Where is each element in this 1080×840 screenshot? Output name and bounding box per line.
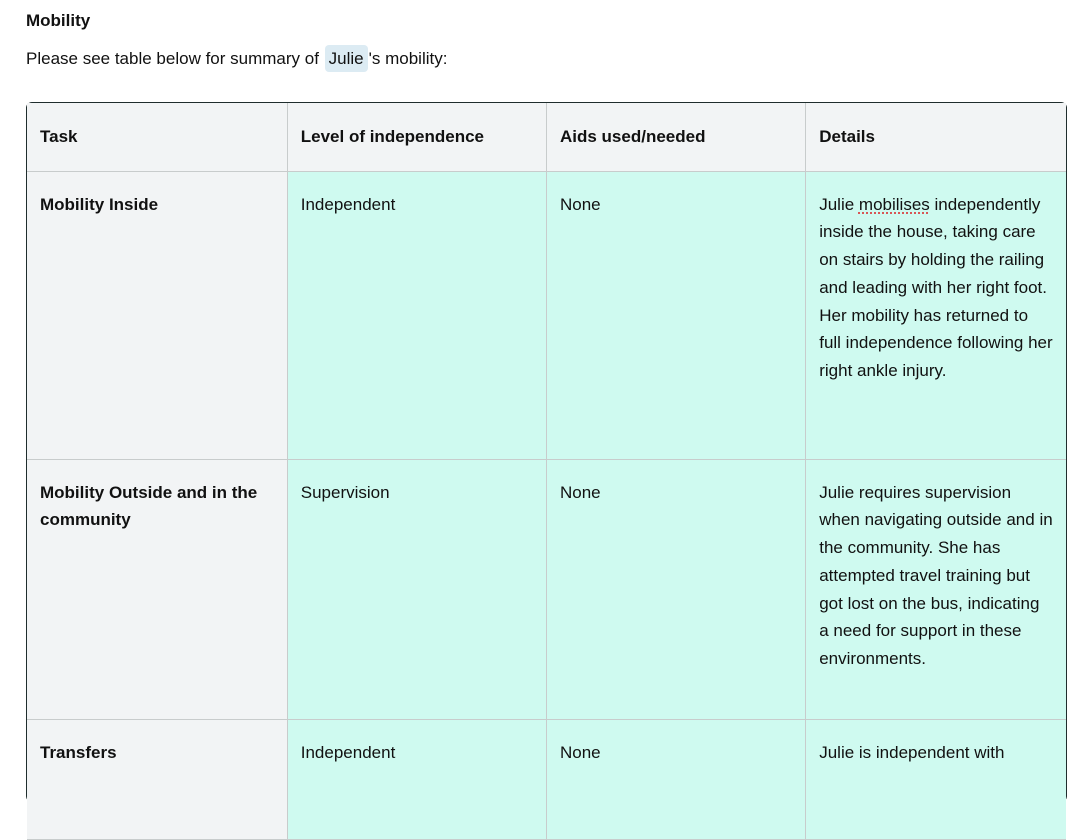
mobility-table	[27, 103, 1066, 840]
cell-level[interactable]: Supervision	[287, 459, 546, 719]
spellcheck-flagged-word[interactable]: mobilises	[858, 194, 930, 214]
cell-aids[interactable]: None	[546, 719, 805, 839]
table-row	[27, 171, 1066, 459]
header-aids-used: Aids used/needed	[546, 103, 805, 171]
intro-paragraph	[26, 45, 447, 72]
details-text-rest: independently inside the house, taking care on stairs by holding the railing and leading with her right foot. Her mobility has returned to full independence following her right ankle injury.	[819, 194, 1053, 381]
mobility-table-container	[26, 102, 1067, 802]
header-details: Details	[806, 103, 1066, 171]
cell-details[interactable]: Julie requires supervision when navigating outside and in the community. She has attempted travel training but got lost on the bus, indicating a need for support in these environments.	[806, 459, 1066, 719]
cell-task[interactable]: Mobility Inside	[27, 171, 287, 459]
cell-task[interactable]: Mobility Outside and in the community	[27, 459, 287, 719]
header-task: Task	[27, 103, 287, 171]
table-header-row	[27, 103, 1066, 171]
cell-level[interactable]: Independent	[287, 171, 546, 459]
table-row	[27, 459, 1066, 719]
table-row	[27, 719, 1066, 839]
client-name-chip[interactable]: Julie	[325, 45, 368, 72]
header-level-of-independence: Level of independence	[287, 103, 546, 171]
intro-suffix: 's mobility:	[368, 49, 448, 68]
cell-task[interactable]: Transfers	[27, 719, 287, 839]
section-title: Mobility	[26, 11, 91, 30]
cell-level[interactable]: Independent	[287, 719, 546, 839]
cell-aids[interactable]: None	[546, 459, 805, 719]
cell-details[interactable]: Julie is independent with	[806, 719, 1066, 839]
cell-aids[interactable]: None	[546, 171, 805, 459]
intro-prefix: Please see table below for summary of	[26, 49, 319, 68]
cell-details[interactable]	[806, 171, 1066, 459]
details-text-start: Julie	[819, 194, 855, 214]
